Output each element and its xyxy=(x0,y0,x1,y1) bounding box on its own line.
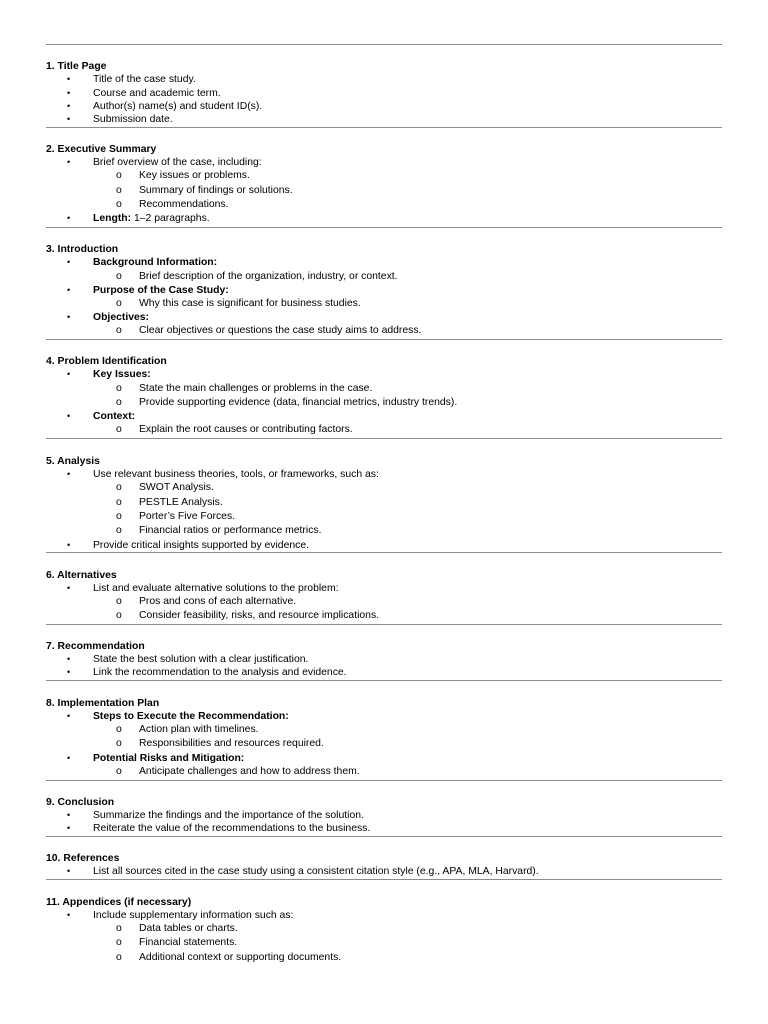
section-title: 3. Introduction xyxy=(46,244,119,255)
horizontal-rule xyxy=(46,836,722,837)
horizontal-rule xyxy=(46,227,722,228)
horizontal-rule xyxy=(46,127,722,128)
section-title: 8. Implementation Plan xyxy=(46,698,160,709)
horizontal-rule xyxy=(46,624,722,625)
horizontal-rule xyxy=(46,780,722,781)
section-title: 6. Alternatives xyxy=(46,570,117,581)
horizontal-rule xyxy=(46,879,722,880)
horizontal-rule xyxy=(46,339,722,340)
horizontal-rule xyxy=(46,44,722,45)
document-page: 1. Title Page • Title of the case study. • Course and academic term. • Author(s) name(s) and student ID(s). • Submission date. 2. Executive Summary • Brief overview of the case, including: o Key issues or problems. o Summary of findings or solutions. o Recommendations. • Length: 1–2 paragraphs. 3. Introduction • Background Information: o Brief description of the organization, industry, or context. • Purpose of the Case Study: o Why this case is significant for business studies. • Objectives: o Clear objectives or questions the case study aims to address. 4. Problem Identification • Key Issues: o State the main challenges or problems in the case. o Provide supporting evidence (data, financial metrics, industry trends). • Context: o Explain the root causes or contributing factors. 5. Analysis • Use relevant business theories, tools, or frameworks, such as: o SWOT Analysis. o PESTLE Analysis. o Porter’s Five Forces. o Financial ratios or performance metrics. • Provide critical insights supported by evidence. 6. Alternatives • List and evaluate alternative solutions to the problem: o Pros and cons of each alternative. o Consider feasibility, risks, and resource implications. 7. Recommendation • State the best solution with a clear justification. • Link the recommendation to the analysis and evidence. 8. Implementation Plan • Steps to Execute the Recommendation: o Action plan with timelines. o Responsibilities and resources required. • Potential Risks and Mitigation: o Anticipate challenges and how to address them. 9. Conclusion • Summarize the findings and the importance of the solution. • Reiterate the value of the recommendations to the business. 10. References • List all sources cited in the case study using a consistent citation style (e.g., APA, MLA, Harvard). 11. Appendices (if necessary) • Include supplementary information such as: o Data tables or charts. o Financial statements. o Additional context or supporting documents. xyxy=(0,0,768,1024)
section-title: 11. Appendices (if necessary) xyxy=(46,897,192,908)
section-title: 1. Title Page xyxy=(46,61,107,72)
section-title: 10. References xyxy=(46,853,120,864)
section-title: 5. Analysis xyxy=(46,456,100,467)
section-title: 7. Recommendation xyxy=(46,641,145,652)
horizontal-rule xyxy=(46,552,722,553)
horizontal-rule xyxy=(46,438,722,439)
section-title: 2. Executive Summary xyxy=(46,144,157,155)
section-title: 4. Problem Identification xyxy=(46,356,167,367)
section-title: 9. Conclusion xyxy=(46,797,115,808)
horizontal-rule xyxy=(46,680,722,681)
